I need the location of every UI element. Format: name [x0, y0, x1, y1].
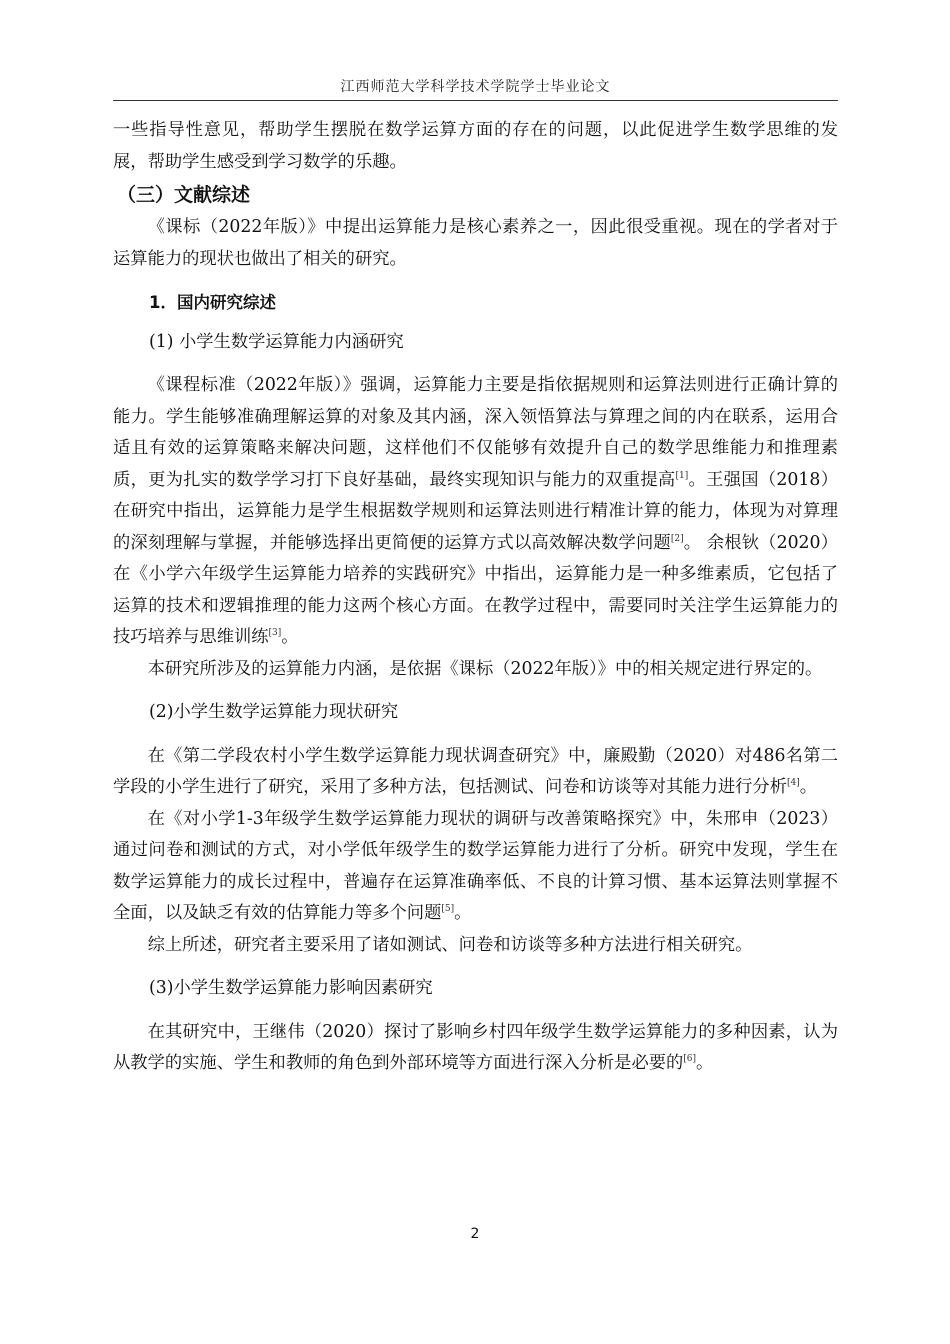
page-number: 2	[470, 1226, 480, 1242]
paragraph-summary: 综上所述，研究者主要采用了诸如测试、问卷和访谈等多种方法进行相关研究。	[147, 934, 753, 955]
subsection-heading-domestic: 1．国内研究综述	[149, 293, 276, 312]
paragraph-definition: 本研究所涉及的运算能力内涵，是依据《课标（2022年版）》中的相关规定进行界定的。	[147, 658, 823, 679]
paragraph-continuation: 一些指导性意见，帮助学生摆脱在数学运算方面的存在的问题，以此促进学生数学思维的发展，帮助学生感受到学习数学的乐趣。	[113, 120, 838, 172]
paragraph-factors: 在其研究中，王继伟（2020）探讨了影响乡村四年级学生数学运算能力的多种因素，认为从教学的实施、学生和教师的角色到外部环境等方面进行深入分析是必要的[6]。	[113, 1021, 838, 1073]
paragraph-status-1: 在《第二学段农村小学生数学运算能力现状调查研究》中，廉殿勤（2020）对486名第二学段的小学生进行了研究，采用了多种方法，包括测试、问卷和访谈等对其能力进行分析[4]。	[113, 745, 838, 797]
citation-4[interactable]: [4]	[786, 778, 800, 788]
citation-5[interactable]: [5]	[441, 904, 455, 914]
paragraph-connotation: 《课程标准（2022年版）》强调，运算能力主要是指依据规则和运算法则进行正确计算的能力。学生能够准确理解运算的对象及其内涵，深入领悟算法与算理之间的内在联系，运用合适且有效的运算策略来解决问题，这样他们不仅能够有效提升自己的数学思维能力和推理素质，更为扎实的数学学习打下良好基础，最终实现知识与能力的双重提高[1]。王强国（2018）在研究中指出，运算能力是学生根据数学规则和运算法则进行精准计算的能力，体现为对算理的深刻理解与掌握，并能够选择出更简便的运算方式以高效解决数学问题[2]。 余根钬（2020）在《小学六年级学生运算能力培养的实践研究》中指出，运算能力是一种多维素质，它包括了运算的技术和逻辑推理的能力这两个核心方面。在教学过程中，需要同时关注学生运算能力的技巧培养与思维训练[3]。	[113, 375, 838, 647]
header-rule	[113, 100, 838, 101]
subheading-factors: (3)小学生数学运算能力影响因素研究	[149, 978, 433, 998]
citation-3[interactable]: [3]	[268, 628, 282, 638]
citation-1[interactable]: [1]	[675, 470, 689, 481]
paragraph-status-2: 在《对小学1-3年级学生数学运算能力现状的调研与改善策略探究》中，朱邢申（2023）通过问卷和测试的方式，对小学低年级学生的数学运算能力进行了分析。研究中发现，学生在数学运算能力的成长过程中，普遍存在运算准确率低、不良的计算习惯、基本运算法则掌握不全面，以及缺乏有效的估算能力等多个问题[5]。	[113, 808, 838, 923]
subheading-connotation: (1) 小学生数学运算能力内涵研究	[149, 331, 404, 352]
citation-6[interactable]: [6]	[683, 1054, 697, 1064]
citation-2[interactable]: [2]	[670, 533, 684, 544]
running-header: 江西师范大学科学技术学院学士毕业论文	[340, 79, 611, 95]
paragraph-intro: 《课标（2022年版）》中提出运算能力是核心素养之一，因此很受重视。现在的学者对于运算能力的现状也做出了相关的研究。	[113, 217, 838, 269]
section-heading-literature-review: （三）文献综述	[117, 184, 251, 206]
body-text	[113, 115, 838, 1080]
subheading-status: (2)小学生数学运算能力现状研究	[149, 702, 399, 722]
